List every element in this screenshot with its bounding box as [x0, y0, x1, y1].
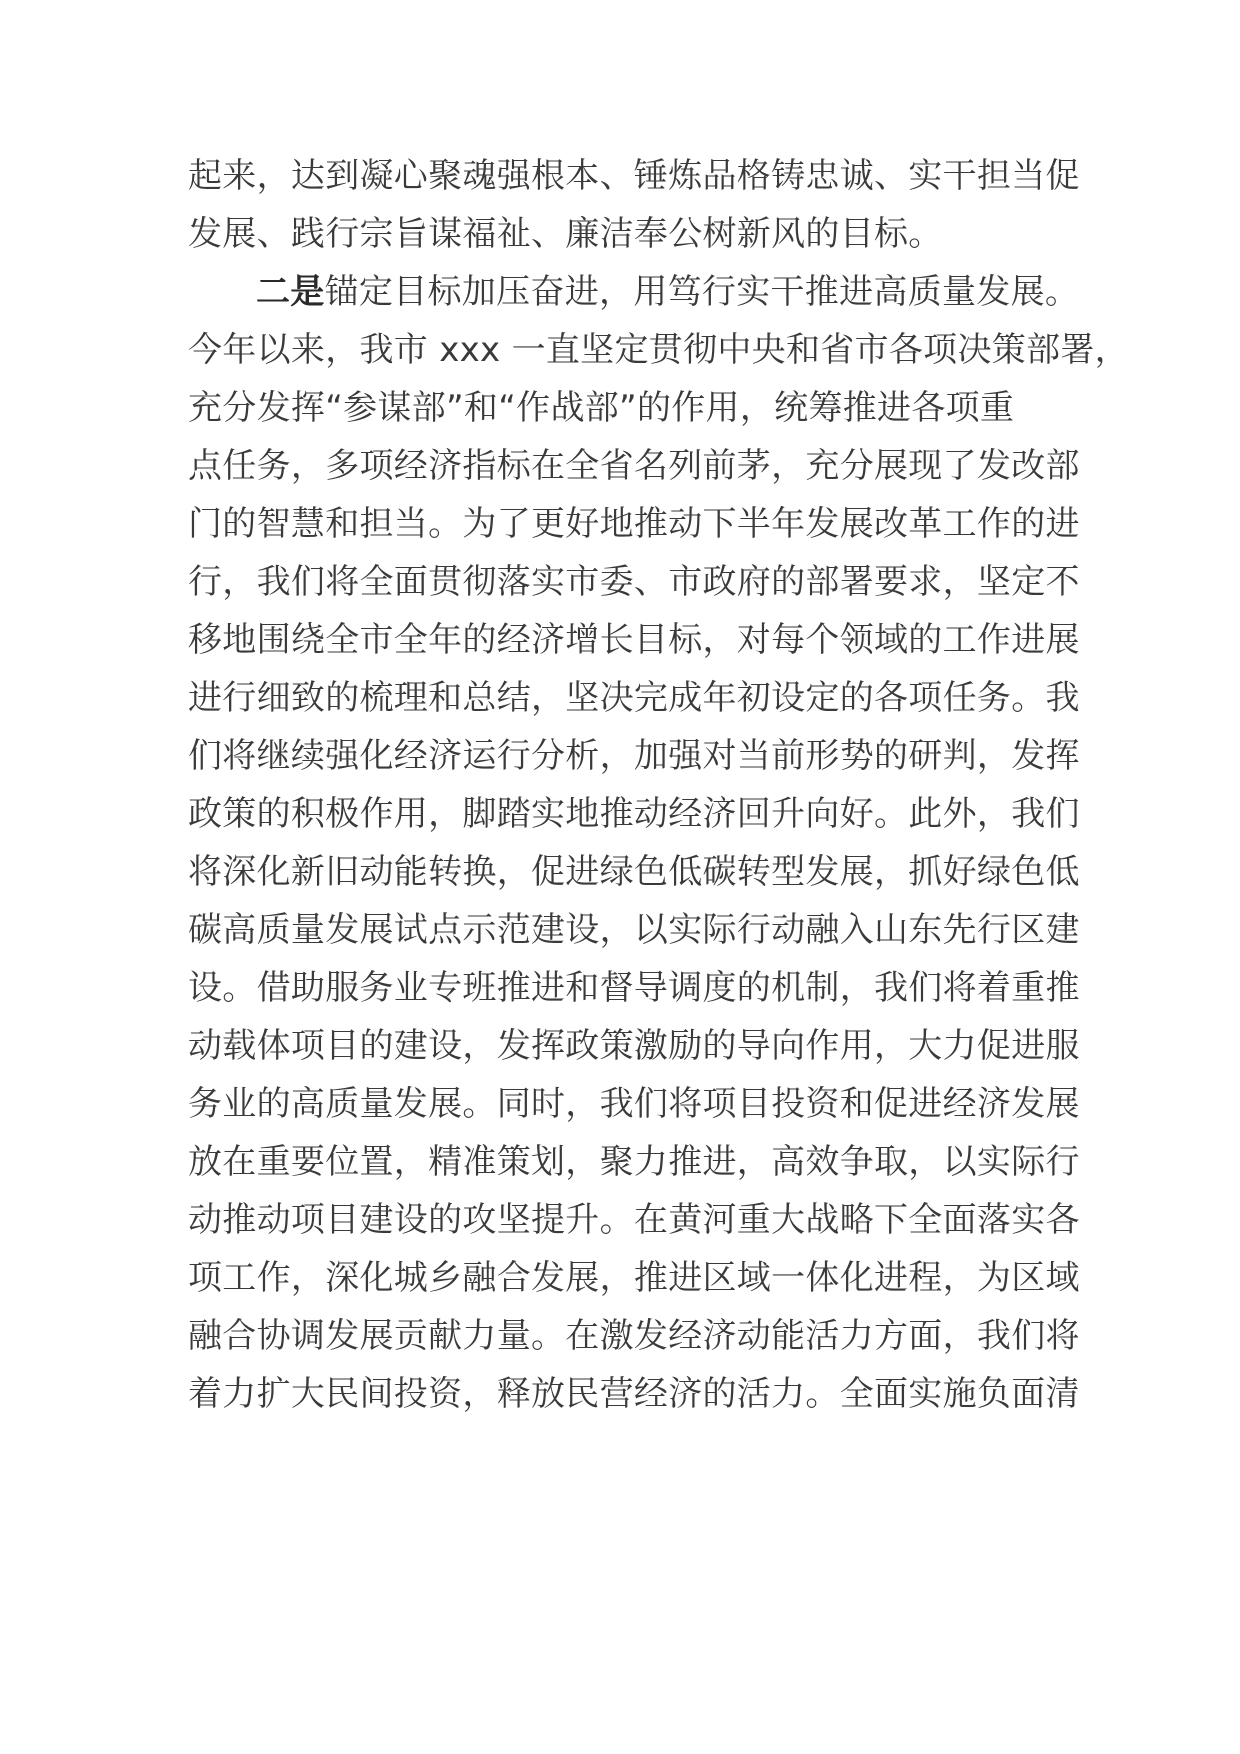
- text-line: 起来，达到凝心聚魂强根本、锤炼品格铸忠诚、实干担当促: [188, 156, 1080, 196]
- text-line: 点任务，多项经济指标在全省名列前茅，充分展现了发改部: [188, 446, 1080, 486]
- text-line: 们将继续强化经济运行分析，加强对当前形势的研判，发挥: [188, 736, 1080, 776]
- text-line: 项工作，深化城乡融合发展，推进区域一体化进程，为区域: [188, 1258, 1080, 1298]
- text-line: 务业的高质量发展。同时，我们将项目投资和促进经济发展: [188, 1084, 1080, 1124]
- text-line: 动载体项目的建设，发挥政策激励的导向作用，大力促进服: [188, 1026, 1080, 1066]
- text-line: 将深化新旧动能转换，促进绿色低碳转型发展，抓好绿色低: [188, 852, 1080, 892]
- text-line: 动推动项目建设的攻坚提升。在黄河重大战略下全面落实各: [188, 1200, 1080, 1240]
- text-line: 设。借助服务业专班推进和督导调度的机制，我们将着重推: [188, 968, 1080, 1008]
- text-line: 放在重要位置，精准策划，聚力推进，高效争取，以实际行: [188, 1142, 1080, 1182]
- paragraph-first-line-text: 锚定目标加压奋进，用笃行实干推进高质量发展。: [324, 272, 1080, 312]
- text-line: 今年以来，我市 xxx 一直坚定贯彻中央和省市各项决策部署，: [188, 330, 1129, 370]
- text-line: 政策的积极作用，脚踏实地推动经济回升向好。此外，我们: [188, 794, 1080, 834]
- paragraph-first-line: [256, 272, 1079, 312]
- text-line: 移地围绕全市全年的经济增长目标，对每个领域的工作进展: [188, 620, 1080, 660]
- text-line: 着力扩大民间投资，释放民营经济的活力。全面实施负面清: [188, 1374, 1080, 1414]
- text-line: 行，我们将全面贯彻落实市委、市政府的部署要求，坚定不: [188, 562, 1080, 602]
- text-line: 发展、践行宗旨谋福祉、廉洁奉公树新风的目标。: [188, 214, 943, 254]
- text-line: 碳高质量发展试点示范建设，以实际行动融入山东先行区建: [188, 910, 1080, 950]
- text-line: 充分发挥“参谋部”和“作战部”的作用，统筹推进各项重: [188, 388, 1015, 428]
- paragraph-lead: 二是: [256, 272, 325, 312]
- text-line: 融合协调发展贡献力量。在激发经济动能活力方面，我们将: [188, 1316, 1080, 1356]
- text-line: 门的智慧和担当。为了更好地推动下半年发展改革工作的进: [188, 504, 1080, 544]
- text-line: 进行细致的梳理和总结，坚决完成年初设定的各项任务。我: [188, 678, 1080, 718]
